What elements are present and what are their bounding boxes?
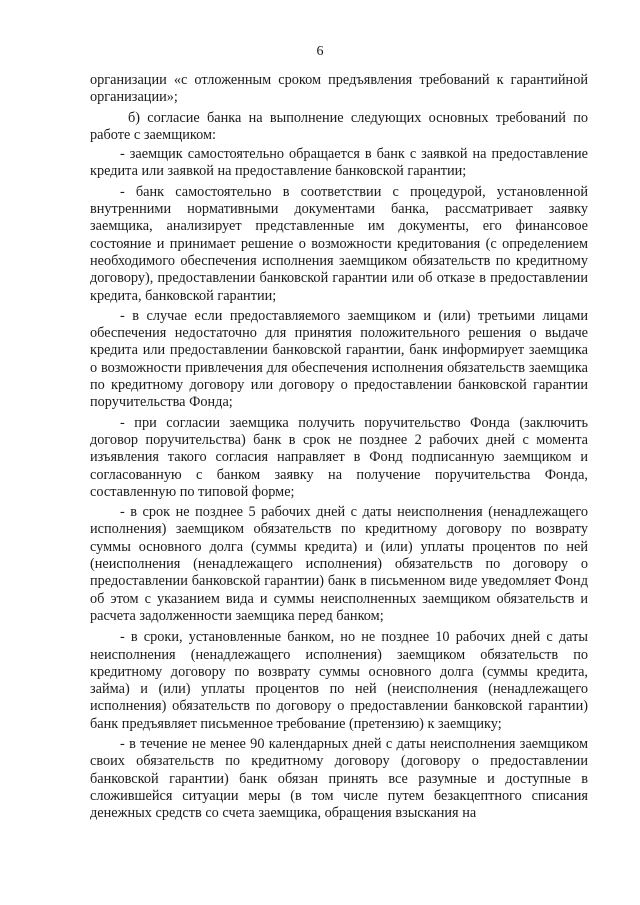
list-item-default-notice: - в срок не позднее 5 рабочих дней с даты неисполнения (ненадлежащего исполнения) заемщиком обязательств по кредитному договору по возврату суммы основного долга (суммы кредита) и (или) уплаты процентов по ней (неисполнения (ненадлежащего исполнения) обязательств по договору о предоставлении банковской гарантии) банк в письменном виде уведомляет Фонд об этом с указанием вида и суммы неисполненных заемщиком обязательств и расчета задолженности заемщика перед банком; [90,504,588,624]
list-item-bank-review: - банк самостоятельно в соответствии с процедурой, установленной внутренними нормативными документами банка, рассматривает заявку заемщика, анализирует представленные им документы, его финансовое состояние и принимает решение о возможности кредитования (с определением необходимого обеспечения исполнения заемщиком обязательств по кредитному договору), предоставлении банковской гарантии или об отказе в предоставлении кредита, банковской гарантии; [90,183,588,304]
list-item-guarantee-consent: - при согласии заемщика получить поручительство Фонда (заключить договор поручительства) банк в срок не позднее 2 рабочих дней с момента изъявления такого согласия направляет в Фонд подписанную заемщиком и согласованную с банком заявку на получение поручительства Фонда, составленную по типовой форме; [90,414,588,500]
page-number: 6 [316,44,324,59]
paragraph-continuation: организации «с отложенным сроком предъявления требований к гарантийной организации»; [90,72,588,106]
page-body [90,72,588,822]
list-item-insufficient-collateral: - в случае если предоставляемого заемщиком и (или) третьими лицами обеспечения недостаточно для принятия положительного решения о выдаче кредита или предоставлении банковской гарантии, банк информирует заемщика о возможности привлечения для обеспечения исполнения обязательств заемщика по кредитному договору или договору о предоставлении банковской гарантии поручительства Фонда; [90,307,588,411]
list-item-claim: - в сроки, установленные банком, но не позднее 10 рабочих дней с даты неисполнения (ненадлежащего исполнения) заемщиком обязательств по кредитному договору по возврату суммы основного долга (суммы кредита, займа) и (или) уплаты процентов по ней (неисполнения (ненадлежащего исполнения) обязательств по договору о предоставлении банковской гарантии) банк предъявляет письменное требование (претензию) к заемщику; [90,629,588,732]
list-item-recovery-measures: - в течение не менее 90 календарных дней с даты неисполнения заемщиком своих обязательств по кредитному договору (договору о предоставлении банковской гарантии) банк обязан принять все разумные и доступные в сложившейся ситуации меры (в том числе путем безакцептного списания денежных средств со счета заемщика, обращения взыскания на [90,735,588,822]
list-item-application: - заемщик самостоятельно обращается в банк с заявкой на предоставление кредита или заявкой на предоставление банковской гарантии; [90,146,588,180]
paragraph-item-b: б) согласие банка на выполнение следующих основных требований по работе с заемщиком: [90,109,588,143]
